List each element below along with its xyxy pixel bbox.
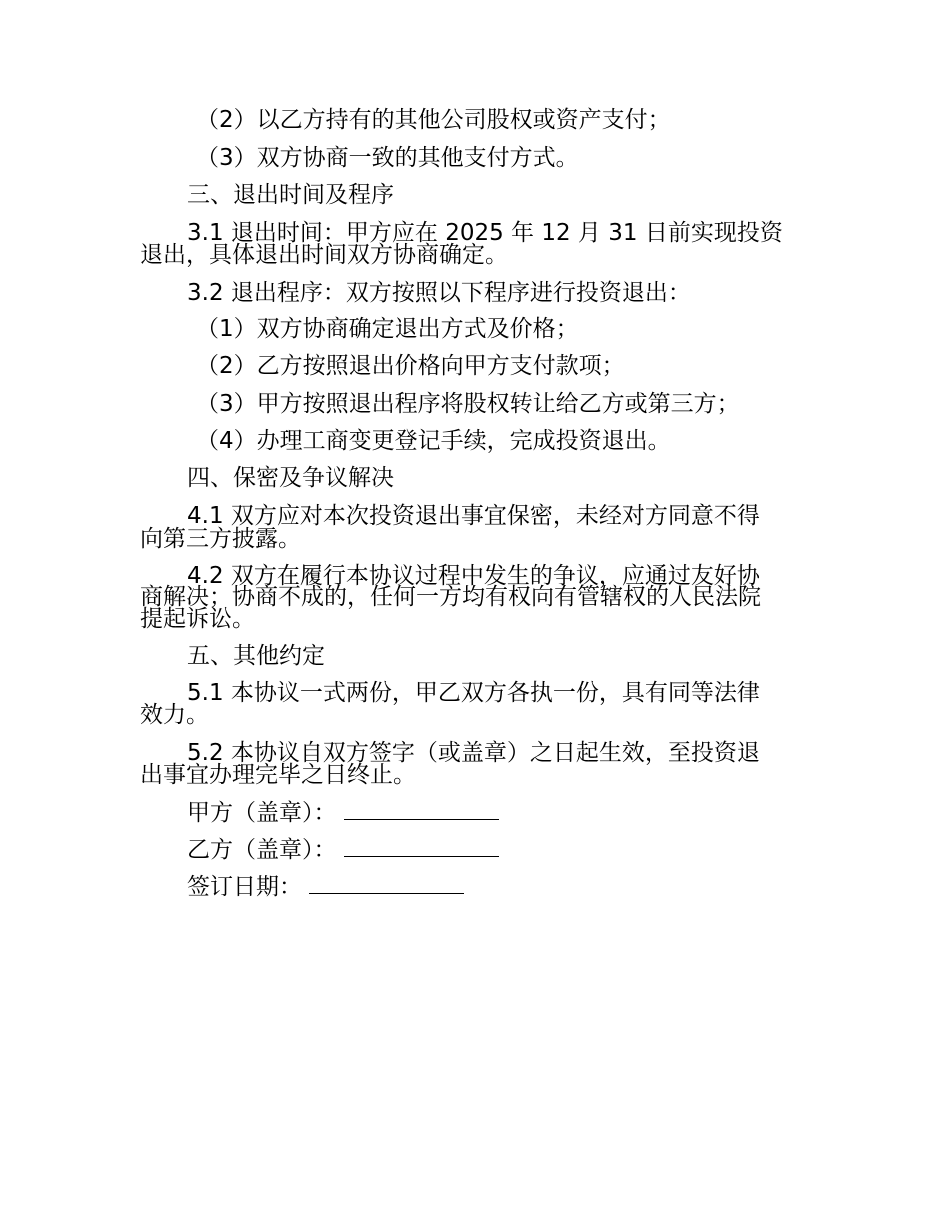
section-heading-exit-time: 三、退出时间及程序 [187,182,394,208]
section-heading-other-terms: 五、其他约定 [187,643,325,669]
signing-date-line [309,873,464,894]
payment-option-2: （2）以乙方持有的其他公司股权或资产支付； [196,107,671,133]
exit-step-4: （4）办理工商变更登记手续，完成投资退出。 [196,428,671,454]
party-b-signature-line [344,836,499,857]
clause-3-1-line-1: 3.1 退出时间：甲方应在 2025 年 12 月 31 日前实现投资 [187,220,783,246]
clause-5-2-line-2: 出事宜办理完毕之日终止。 [140,762,416,788]
clause-4-1-line-1: 4.1 双方应对本次投资退出事宜保密，未经对方同意不得 [187,503,760,529]
clause-5-2-line-1: 5.2 本协议自双方签字（或盖章）之日起生效，至投资退 [187,740,760,766]
signing-date-label: 签订日期： [187,874,302,900]
section-heading-confidentiality: 四、保密及争议解决 [187,465,394,491]
exit-step-2: （2）乙方按照退出价格向甲方支付款项； [196,353,625,379]
payment-option-3: （3）双方协商一致的其他支付方式。 [196,145,579,171]
party-b-signature-row [187,836,499,862]
clause-5-1-line-1: 5.1 本协议一式两份，甲乙双方各执一份，具有同等法律 [187,680,760,706]
party-a-signature-row [187,799,499,825]
clause-4-2-line-2: 商解决；协商不成的，任何一方均有权向有管辖权的人民法院 [140,584,761,610]
clause-4-1-line-2: 向第三方披露。 [140,526,301,552]
party-a-signature-line [344,799,499,820]
clause-4-2-line-1: 4.2 双方在履行本协议过程中发生的争议，应通过友好协 [187,563,760,589]
exit-step-3: （3）甲方按照退出程序将股权转让给乙方或第三方； [196,391,740,417]
clause-3-2: 3.2 退出程序：双方按照以下程序进行投资退出： [187,280,691,306]
signing-date-row [187,873,464,899]
party-a-signature-label: 甲方（盖章）： [187,800,337,826]
exit-step-1: （1）双方协商确定退出方式及价格； [196,316,579,342]
clause-4-2-line-3: 提起诉讼。 [140,606,255,632]
clause-3-1-line-2: 退出，具体退出时间双方协商确定。 [140,242,508,268]
party-b-signature-label: 乙方（盖章）： [187,837,337,863]
clause-5-1-line-2: 效力。 [140,702,209,728]
